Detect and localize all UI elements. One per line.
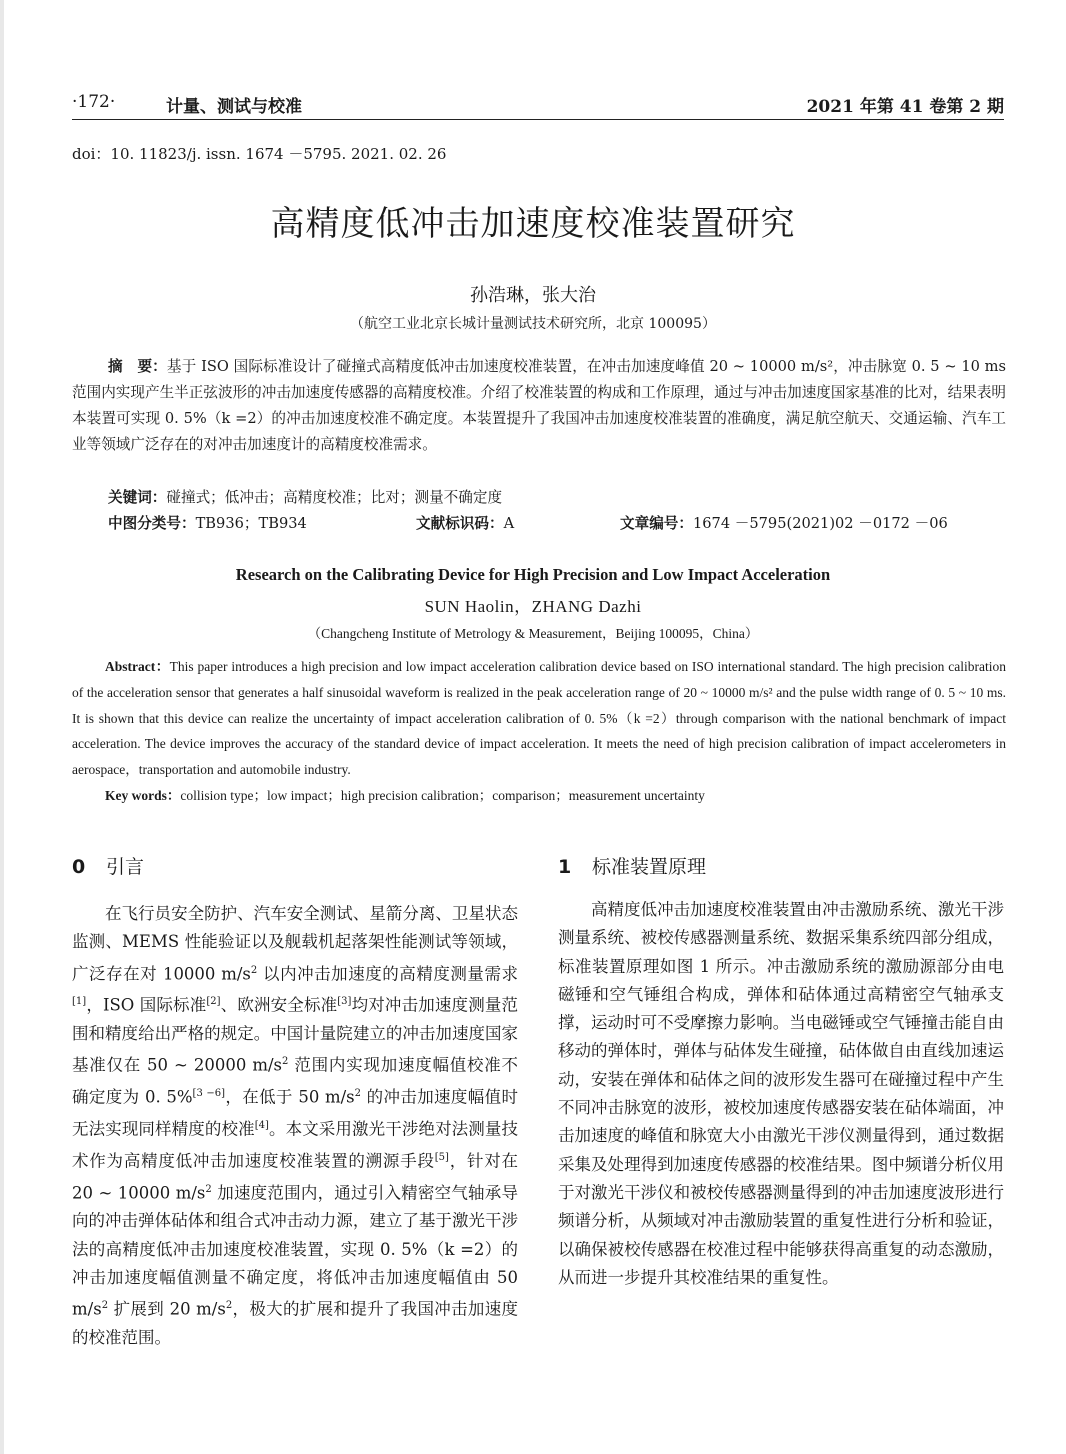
abstract-english-text: This paper introduces a high precision and low impact acceleration calibration device based on ISO international standard. The high precision calibration of the acceleration sensor that generates a half sinusoidal waveform is realized in the peak acceleration range of 20 ~ 10000 m/s² and the pulse width range of 0. 5 ~ 10 ms. It is shown that this device can realize the uncertainty of impact acceleration calibration of 0. 5%（k =2）through comparison with the national benchmark of impact acceleration. The device improves the accuracy of the standard device of impact acceleration. It meets the need of high precision calibration of impact accelerometers in aerospace，transportation and automobile industry. xyxy=(72,659,1006,778)
section-number: 1 xyxy=(558,856,572,878)
section-title: 标准装置原理 xyxy=(592,856,707,878)
article-number-row xyxy=(620,512,948,533)
classification-row xyxy=(108,512,307,533)
section-number: 0 xyxy=(72,856,86,878)
article-number-value: 1674 －5795(2021)02 －0172 －06 xyxy=(692,515,948,532)
section-title: 引言 xyxy=(106,856,145,878)
affiliation: （航空工业北京长城计量测试技术研究所，北京 100095） xyxy=(350,316,716,332)
keywords-english-text: collision type；low impact；high precision calibration；comparison；measurement uncertainty xyxy=(180,788,705,803)
authors: 孙浩琳，张大治 xyxy=(470,285,596,306)
abstract-chinese xyxy=(72,354,1006,458)
keywords-english-label: Key words： xyxy=(105,788,181,803)
keywords-english xyxy=(105,784,705,804)
section-heading-introduction xyxy=(72,852,518,882)
abstract-english-label: Abstract： xyxy=(105,659,170,674)
english-affiliation: （Changcheng Institute of Metrology & Measurement，Beijing 100095，China） xyxy=(307,626,759,641)
principle-paragraph: 高精度低冲击加速度校准装置由冲击激励系统、激光干涉测量系统、被校传感器测量系统、数据采集系统四部分组成，标准装置原理如图 1 所示。冲击激励系统的激励源部分由电磁锤和空气锤组合构成，弹体和砧体通过高精密空气轴承支撑，运动时可不受摩擦力影响。当电磁锤或空气锤撞击能自由移动的弹体时，弹体与砧体发生碰撞，砧体做自由直线加速运动，安装在弹体和砧体之间的波形发生器可在碰撞过程中产生不同冲击脉宽的波形，被校加速度传感器安装在砧体端面，冲击加速度的峰值和脉宽大小由激光干涉仪测量得到，通过数据采集及处理得到加速度传感器的校准结果。图中频谱分析仪用于对激光干涉仪和被校传感器测量得到的冲击加速度波形进行频谱分析，从频域对冲击激励装置的重复性进行分析和验证，以确保被校传感器在校准过程中能够获得高重复的动态激励，从而进一步提升其校准结果的重复性。 xyxy=(558,900,1004,1287)
journal-name: 计量、测试与校准 xyxy=(166,97,302,117)
section-heading-principle xyxy=(558,852,1004,882)
clc-value: TB936；TB934 xyxy=(195,515,307,532)
doc-code-row xyxy=(416,512,514,533)
page-number: ·172· xyxy=(72,92,116,112)
abstract-english xyxy=(72,654,1006,783)
keywords-chinese xyxy=(108,486,502,507)
keywords-text: 碰撞式；低冲击；高精度校准；比对；测量不确定度 xyxy=(166,489,503,506)
issue-info: 2021 年第 41 卷第 2 期 xyxy=(806,97,1004,117)
doc-code-value: A xyxy=(503,515,515,532)
introduction-paragraph: 在飞行员安全防护、汽车安全测试、星箭分离、卫星状态监测、MEMS 性能验证以及舰载机起落架性能测试等领域，广泛存在对 10000 $m/s^2$ 以内冲击加速度的高精度测量需求[1]，ISO 国际标准[2]、欧洲安全标准[3]均对冲击加速度测量范围和精度给出严格的规定。中国计量院建立的冲击加速度国家基准仅在 50 ~ 20000 $m/s^2$ 范围内实现加速度幅值校准不确定度为 0. 5%[3 −6]，在低于 50 $m/s^2$ 的冲击加速度幅值时无法实现同样精度的校准[4]。本文采用激光干涉绝对法测量技术作为高精度低冲击加速度校准装置的溯源手段[5]，针对在 20 ~ 10000 $m/s^2$ 加速度范围内，通过引入精密空气轴承导向的冲击弹体砧体和组合式冲击动力源，建立了基于激光干涉法的高精度低冲击加速度校准装置，实现 0. 5%（k =2）的冲击加速度幅值测量不确定度，将低冲击加速度幅值由 50 $m/s^2$ 扩展到 20 $m/s^2$，极大的扩展和提升了我国冲击加速度的校准范围。 xyxy=(72,904,519,1348)
abstract-label: 摘 要： xyxy=(108,358,167,375)
keywords-label: 关键词： xyxy=(108,489,167,506)
abstract-text: 基于 ISO 国际标准设计了碰撞式高精度低冲击加速度校准装置，在冲击加速度峰值 20 ~ 10000 m/s²，冲击脉宽 0. 5 ~ 10 ms 范围内实现产生半正弦波形的冲击加速度传感器的高精度校准。介绍了校准装置的构成和工作原理，通过与冲击加速度国家基准的比对，结果表明本装置可实现 0. 5%（k =2）的冲击加速度校准不确定度。本装置提升了我国冲击加速度校准装置的准确度，满足航空航天、交通运输、汽车工业等领域广泛存在的对冲击加速度计的高精度校准需求。 xyxy=(72,358,1007,453)
english-authors: SUN Haolin，ZHANG Dazhi xyxy=(424,597,642,616)
column-right xyxy=(558,852,1004,1292)
clc-label: 中图分类号： xyxy=(108,515,196,532)
article-number-label: 文章编号： xyxy=(620,515,693,532)
paper-title: 高精度低冲击加速度校准装置研究 xyxy=(270,204,796,244)
doc-code-label: 文献标识码： xyxy=(416,515,504,532)
doi: doi：10. 11823/j. issn. 1674 －5795. 2021. 02. 26 xyxy=(72,145,447,163)
running-header xyxy=(72,92,1004,120)
english-title: Research on the Calibrating Device for High Precision and Low Impact Acceleration xyxy=(235,565,831,584)
column-left xyxy=(72,852,518,1352)
